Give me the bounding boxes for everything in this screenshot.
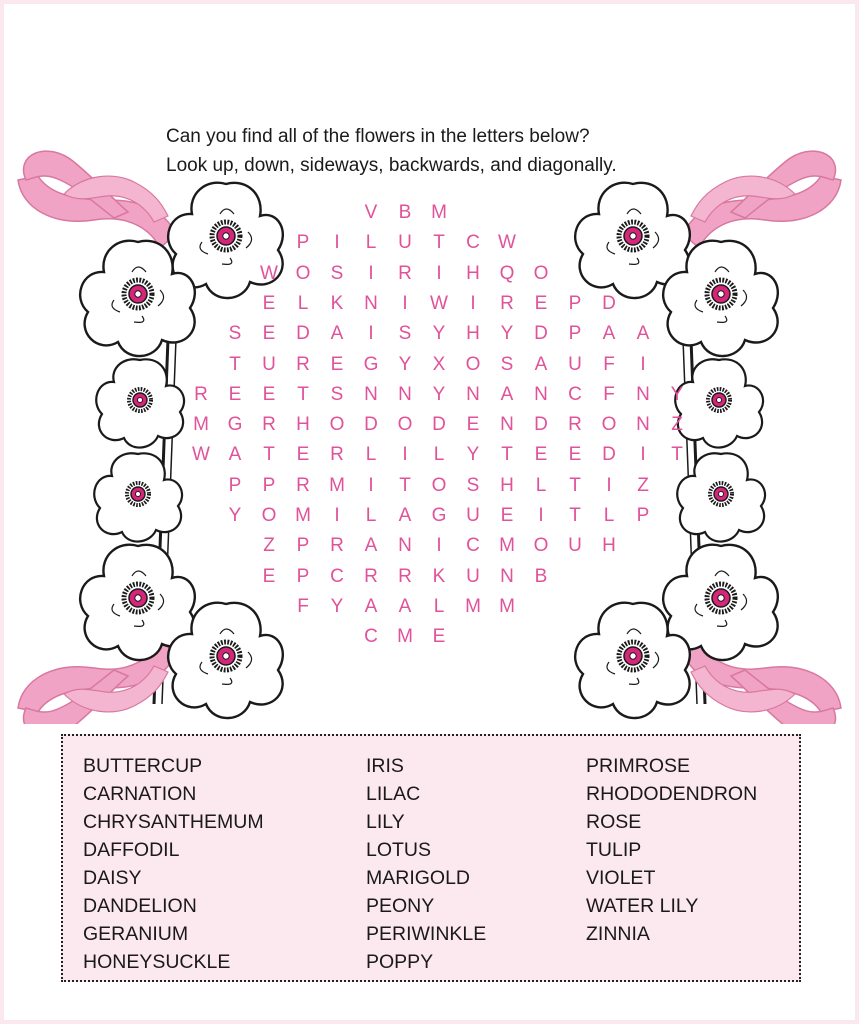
word-list-item: PRIMROSE [586, 755, 691, 777]
grid-letter: Y [432, 383, 446, 405]
grid-letter: A [398, 505, 412, 526]
word-list-item: VIOLET [586, 867, 656, 889]
grid-letter: E [262, 383, 276, 405]
grid-letter: F [603, 353, 615, 375]
word-list-column [83, 752, 264, 976]
grid-letter: M [499, 595, 515, 617]
grid-letter: I [640, 444, 646, 466]
word-list-column [586, 752, 757, 948]
grid-letter: L [297, 292, 309, 314]
grid-letter: H [466, 262, 480, 284]
grid-letter: E [568, 444, 582, 466]
grid-letter: I [606, 474, 612, 496]
grid-letter: I [436, 535, 442, 557]
grid-letter: Y [228, 505, 242, 526]
grid-letter: R [194, 383, 208, 405]
grid-letter: L [365, 505, 377, 526]
grid-letter: P [296, 535, 310, 557]
grid-letter: I [640, 353, 646, 375]
grid-letter: B [398, 202, 412, 223]
grid-letter: O [533, 262, 549, 284]
grid-letter: N [500, 565, 514, 587]
word-list-item: GERANIUM [83, 923, 189, 945]
word-list-item: DAFFODIL [83, 839, 180, 861]
grid-letter: G [431, 505, 447, 526]
grid-letter: Y [432, 323, 446, 345]
grid-letter: L [603, 505, 615, 526]
instruction-line: Look up, down, sideways, backwards, and diagonally. [166, 155, 617, 176]
grid-letter: C [330, 565, 344, 587]
grid-letter: A [364, 535, 378, 557]
grid-letter: P [296, 565, 310, 587]
grid-letter: B [534, 565, 548, 587]
grid-letter: M [193, 414, 209, 436]
grid-letter: P [296, 232, 310, 254]
grid-letter: M [431, 202, 447, 223]
grid-letter: W [430, 292, 448, 314]
grid-letter: S [398, 323, 412, 345]
word-list-item: ROSE [586, 811, 642, 833]
grid-letter: W [192, 444, 210, 466]
grid-letter: R [330, 444, 344, 466]
word-list-item: WATER LILY [586, 895, 699, 917]
grid-letter: O [295, 262, 311, 284]
grid-letter: I [368, 474, 374, 496]
grid-letter: A [534, 353, 548, 375]
grid-letter: L [365, 232, 377, 254]
grid-letter: A [602, 323, 616, 345]
grid-letter: F [603, 383, 615, 405]
grid-letter: L [365, 444, 377, 466]
grid-letter: D [534, 323, 548, 345]
grid-letter: A [228, 444, 242, 466]
grid-letter: N [636, 414, 650, 436]
worksheet-page [4, 4, 855, 1020]
grid-letter: D [602, 444, 616, 466]
word-list-box [61, 734, 801, 982]
grid-letter: N [364, 383, 378, 405]
grid-letter: N [398, 383, 412, 405]
grid-letter: U [568, 535, 582, 557]
grid-letter: Y [500, 323, 514, 345]
grid-letter: O [397, 414, 413, 436]
grid-letter: M [397, 626, 413, 648]
grid-letter: U [262, 353, 276, 375]
grid-letter: P [228, 474, 242, 496]
grid-letter: O [533, 535, 549, 557]
grid-letter: O [465, 353, 481, 375]
grid-letter: M [329, 474, 345, 496]
word-list-item: CHRYSANTHEMUM [83, 811, 264, 833]
word-list-item: PEONY [366, 895, 435, 917]
grid-letter: A [398, 595, 412, 617]
grid-letter: Z [637, 474, 649, 496]
instruction-line: Can you find all of the flowers in the letters below? [166, 126, 590, 147]
grid-letter: I [470, 292, 476, 314]
grid-letter: N [466, 383, 480, 405]
grid-letter: E [262, 565, 276, 587]
grid-letter: O [261, 505, 277, 526]
grid-letter: N [534, 383, 548, 405]
grid-letter: G [363, 353, 379, 375]
grid-letter: I [436, 262, 442, 284]
grid-letter: Z [671, 414, 683, 436]
grid-letter: O [601, 414, 617, 436]
word-list-item: IRIS [366, 755, 404, 777]
grid-letter: E [228, 383, 242, 405]
grid-letter: R [296, 474, 310, 496]
grid-letter: I [368, 323, 374, 345]
grid-letter: T [399, 474, 411, 496]
grid-letter: Y [670, 383, 684, 405]
grid-letter: N [398, 535, 412, 557]
grid-letter: M [465, 595, 481, 617]
grid-letter: G [227, 414, 243, 436]
grid-letter: C [364, 626, 378, 648]
grid-letter: I [334, 232, 340, 254]
grid-letter: T [229, 353, 241, 375]
grid-letter: W [498, 232, 516, 254]
grid-letter: T [569, 474, 581, 496]
grid-letter: N [364, 292, 378, 314]
grid-letter: R [500, 292, 514, 314]
word-list-item: RHODODENDRON [586, 783, 758, 805]
grid-letter: T [263, 444, 275, 466]
word-list-item: POPPY [366, 951, 434, 973]
grid-letter: N [500, 414, 514, 436]
word-list-item: BUTTERCUP [83, 755, 203, 777]
grid-letter: I [334, 505, 340, 526]
word-list-item: HONEYSUCKLE [83, 951, 231, 973]
grid-letter: E [432, 626, 446, 648]
grid-letter: E [330, 353, 344, 375]
grid-letter: E [262, 323, 276, 345]
word-list-item: LOTUS [366, 839, 432, 861]
grid-letter: E [534, 292, 548, 314]
grid-letter: H [466, 323, 480, 345]
grid-letter: C [568, 383, 582, 405]
grid-letter: P [568, 292, 582, 314]
grid-letter: L [535, 474, 547, 496]
grid-letter: Y [398, 353, 412, 375]
grid-letter: E [534, 444, 548, 466]
grid-letter: M [295, 505, 311, 526]
grid-letter: A [364, 595, 378, 617]
grid-letter: I [368, 262, 374, 284]
grid-letter: L [433, 595, 445, 617]
grid-letter: L [433, 444, 445, 466]
grid-letter: T [297, 383, 309, 405]
word-list-item: LILAC [366, 783, 421, 805]
grid-letter: D [602, 292, 616, 314]
grid-letter: D [296, 323, 310, 345]
grid-letter: E [262, 292, 276, 314]
grid-letter: S [500, 353, 514, 375]
grid-letter: P [568, 323, 582, 345]
grid-letter: Y [466, 444, 480, 466]
grid-letter: U [466, 565, 480, 587]
grid-letter: D [432, 414, 446, 436]
grid-letter: R [296, 353, 310, 375]
grid-letter: E [500, 505, 514, 526]
grid-letter: A [330, 323, 344, 345]
grid-letter: R [398, 262, 412, 284]
grid-letter: E [466, 414, 480, 436]
grid-letter: M [499, 535, 515, 557]
grid-letter: K [330, 292, 344, 314]
grid-letter: S [228, 323, 242, 345]
word-list-item: LILY [366, 811, 405, 833]
word-list-item: TULIP [586, 839, 642, 861]
grid-letter: K [432, 565, 446, 587]
letter-grid [4, 4, 855, 704]
grid-letter: T [569, 505, 581, 526]
word-list-item: ZINNIA [586, 923, 650, 945]
word-list-item: DANDELION [83, 895, 197, 917]
word-list-item: PERIWINKLE [366, 923, 487, 945]
grid-letter: P [262, 474, 276, 496]
grid-letter: Y [330, 595, 344, 617]
grid-letter: A [636, 323, 650, 345]
grid-letter: N [636, 383, 650, 405]
grid-letter: I [538, 505, 544, 526]
grid-letter: H [500, 474, 514, 496]
word-list-item: MARIGOLD [366, 867, 471, 889]
word-list-item: CARNATION [83, 783, 197, 805]
grid-letter: P [636, 505, 650, 526]
grid-letter: C [466, 232, 480, 254]
grid-letter: I [402, 444, 408, 466]
grid-letter: A [500, 383, 514, 405]
grid-letter: S [330, 383, 344, 405]
word-list-column [366, 752, 486, 976]
grid-letter: I [402, 292, 408, 314]
grid-letter: H [602, 535, 616, 557]
grid-letter: R [568, 414, 582, 436]
grid-letter: U [568, 353, 582, 375]
grid-letter: T [671, 444, 683, 466]
grid-letter: D [534, 414, 548, 436]
grid-letter: U [466, 505, 480, 526]
grid-letter: T [501, 444, 513, 466]
word-list-item: DAISY [83, 867, 142, 889]
grid-letter: V [364, 202, 378, 223]
grid-letter: O [431, 474, 447, 496]
grid-letter: R [364, 565, 378, 587]
grid-letter: T [433, 232, 445, 254]
grid-letter: Q [499, 262, 515, 284]
grid-letter: D [364, 414, 378, 436]
grid-letter: O [329, 414, 345, 436]
grid-letter: H [296, 414, 310, 436]
grid-letter: F [297, 595, 309, 617]
grid-letter: C [466, 535, 480, 557]
grid-letter: S [330, 262, 344, 284]
grid-letter: Z [263, 535, 275, 557]
grid-letter: X [432, 353, 446, 375]
grid-letter: R [262, 414, 276, 436]
grid-letter: R [398, 565, 412, 587]
grid-letter: W [260, 262, 278, 284]
grid-letter: S [466, 474, 480, 496]
grid-letter: U [398, 232, 412, 254]
grid-letter: R [330, 535, 344, 557]
grid-letter: E [296, 444, 310, 466]
